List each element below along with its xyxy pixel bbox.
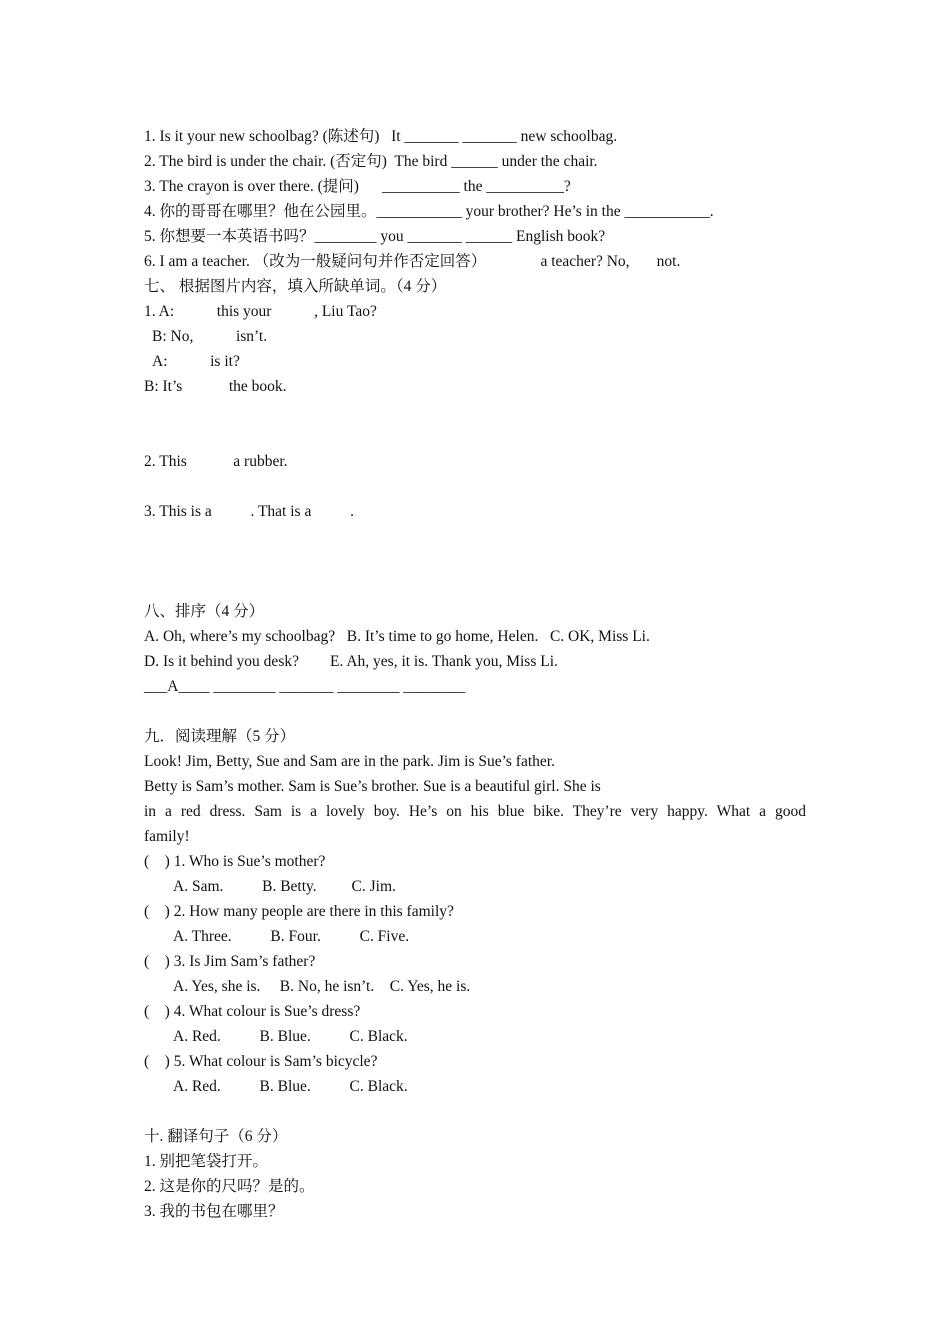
reading-question-1: ( ) 1. Who is Sue’s mother? (144, 853, 326, 870)
picture-q1-line-a: 1. A: this your , Liu Tao? (144, 303, 377, 320)
rewrite-item-2: 2. The bird is under the chair. (否定句) The bird ______ under the chair. (144, 153, 598, 170)
section-7-title: 七、 根据图片内容，填入所缺单词。（4 分） (144, 278, 447, 295)
ordering-answer-line: ___A____ ________ _______ ________ ________ (144, 678, 466, 695)
picture-q1-line-c: A: is it? (152, 353, 240, 370)
rewrite-item-1: 1. Is it your new schoolbag? (陈述句) It _______ _______ new schoolbag. (144, 128, 618, 145)
ordering-options-line-2: D. Is it behind you desk? E. Ah, yes, it is. Thank you, Miss Li. (144, 653, 558, 670)
reading-options-5: A. Red. B. Blue. C. Black. (173, 1078, 408, 1095)
rewrite-item-4: 4. 你的哥哥在哪里？他在公园里。___________ your brother? He’s in the ___________. (144, 203, 714, 220)
section-10-title: 十. 翻译句子（6 分） (144, 1128, 288, 1145)
reading-passage-line-1: Look! Jim, Betty, Sue and Sam are in the park. Jim is Sue’s father. (144, 753, 555, 770)
section-8-title: 八、排序（4 分） (144, 603, 265, 620)
picture-q3: 3. This is a . That is a . (144, 503, 354, 520)
reading-options-1: A. Sam. B. Betty. C. Jim. (173, 878, 396, 895)
reading-question-4: ( ) 4. What colour is Sue’s dress? (144, 1003, 361, 1020)
translate-item-3: 3. 我的书包在哪里？ (144, 1203, 284, 1220)
section-9-title: 九．阅读理解（5 分） (144, 728, 296, 745)
reading-question-3: ( ) 3. Is Jim Sam’s father? (144, 953, 316, 970)
reading-passage-line-2: Betty is Sam’s mother. Sam is Sue’s brother. Sue is a beautiful girl. She is (144, 778, 601, 795)
picture-q2: 2. This a rubber. (144, 453, 288, 470)
rewrite-item-3: 3. The crayon is over there. (提问) __________ the __________? (144, 178, 571, 195)
ordering-options-line-1: A. Oh, where’s my schoolbag? B. It’s time to go home, Helen. C. OK, Miss Li. (144, 628, 650, 645)
reading-options-3: A. Yes, she is. B. No, he isn’t. C. Yes, he is. (173, 978, 471, 995)
reading-options-2: A. Three. B. Four. C. Five. (173, 928, 410, 945)
rewrite-item-5: 5. 你想要一本英语书吗？________ you _______ ______ English book? (144, 228, 606, 245)
reading-options-4: A. Red. B. Blue. C. Black. (173, 1028, 408, 1045)
reading-passage-line-4: family! (144, 828, 190, 845)
picture-q1-line-d: B: It’s the book. (144, 378, 287, 395)
reading-passage-line-3: in a red dress. Sam is a lovely boy. He’s on his blue bike. They’re very happy. What a good (144, 803, 806, 820)
reading-question-2: ( ) 2. How many people are there in this family? (144, 903, 454, 920)
worksheet-page (144, 124, 806, 1224)
rewrite-item-6: 6. I am a teacher. （改为一般疑问句并作否定回答） a teacher? No, not. (144, 253, 681, 270)
translate-item-2: 2. 这是你的尺吗？是的。 (144, 1178, 315, 1195)
translate-item-1: 1. 别把笔袋打开。 (144, 1153, 269, 1170)
picture-q1-line-b: B: No, isn’t. (152, 328, 268, 345)
reading-question-5: ( ) 5. What colour is Sam’s bicycle? (144, 1053, 378, 1070)
